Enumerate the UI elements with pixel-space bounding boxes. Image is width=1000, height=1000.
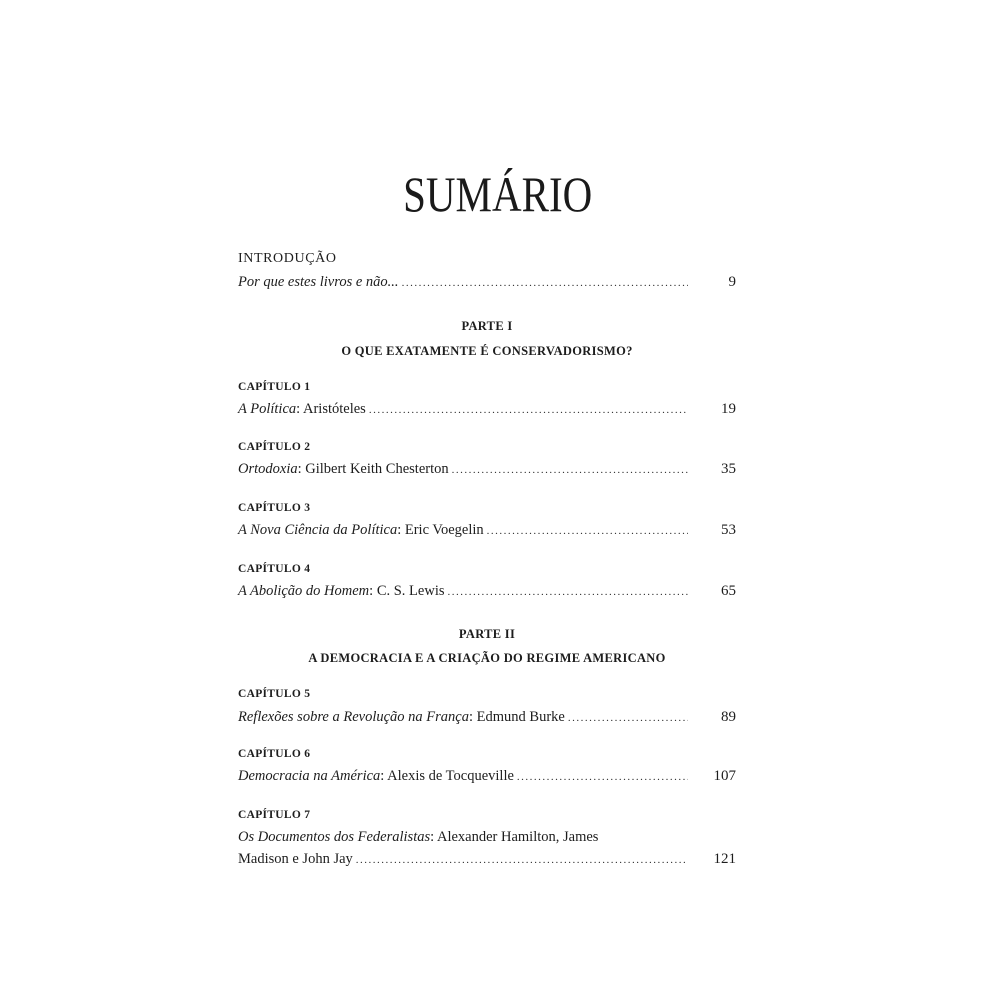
- chapter-4-author: : C. S. Lewis: [369, 583, 445, 599]
- intro-entry[interactable]: [238, 272, 688, 293]
- chapter-6-work: Democracia na América: [238, 768, 381, 784]
- chapter-4-label: CAPÍTULO 4: [238, 563, 311, 575]
- chapter-7-entry-line-1[interactable]: [238, 827, 598, 847]
- dot-leader: [517, 767, 688, 787]
- intro-title: Por que estes livros e não...: [238, 274, 399, 290]
- chapter-5-page-number: 89: [721, 709, 736, 725]
- chapter-4-entry[interactable]: [238, 581, 688, 602]
- chapter-1-work: A Política: [238, 401, 297, 417]
- chapter-7-author: : Alexander Hamilton, James: [430, 829, 599, 845]
- chapter-7-work: Os Documentos dos Federalistas: [238, 829, 431, 845]
- chapter-7-author-cont: Madison e John Jay: [238, 851, 353, 867]
- chapter-6-page-number: 107: [713, 768, 736, 784]
- dot-leader: [487, 521, 688, 541]
- chapter-2-label: CAPÍTULO 2: [238, 441, 311, 453]
- chapter-6-entry[interactable]: [238, 766, 688, 787]
- chapter-7-label: CAPÍTULO 7: [238, 809, 311, 821]
- intro-page-number: 9: [728, 274, 736, 290]
- chapter-1-entry[interactable]: [238, 399, 688, 420]
- page-title: SUMÁRIO: [403, 166, 593, 222]
- chapter-5-work: Reflexões sobre a Revolução na França: [238, 709, 469, 725]
- chapter-3-label: CAPÍTULO 3: [238, 502, 311, 514]
- part-2-title: A DEMOCRACIA E A CRIAÇÃO DO REGIME AMERICANO: [308, 651, 666, 665]
- part-2-label: PARTE II: [458, 627, 516, 641]
- chapter-3-entry[interactable]: [238, 520, 688, 541]
- chapter-6-label: CAPÍTULO 6: [238, 748, 311, 760]
- chapter-4-work: A Abolição do Homem: [238, 583, 370, 599]
- chapter-2-work: Ortodoxia: [238, 461, 298, 477]
- chapter-6-author: : Alexis de Tocqueville: [380, 768, 514, 784]
- dot-leader: [356, 850, 688, 870]
- chapter-1-page-number: 19: [721, 401, 736, 417]
- chapter-3-author: : Eric Voegelin: [397, 522, 484, 538]
- chapter-5-label: CAPÍTULO 5: [238, 688, 311, 700]
- chapter-7-entry-line-2[interactable]: [238, 849, 688, 870]
- dot-leader: [369, 400, 688, 420]
- chapter-2-author: : Gilbert Keith Chesterton: [297, 461, 449, 477]
- chapter-5-author: : Edmund Burke: [469, 709, 565, 725]
- chapter-3-page-number: 53: [721, 522, 736, 538]
- part-1-label: PARTE I: [461, 319, 513, 333]
- dot-leader: [452, 460, 688, 480]
- chapter-1-author: : Aristóteles: [296, 401, 366, 417]
- chapter-2-entry[interactable]: [238, 459, 688, 480]
- chapter-3-work: A Nova Ciência da Política: [238, 522, 398, 538]
- chapter-7-page-number: 121: [713, 851, 736, 867]
- dot-leader: [402, 273, 688, 293]
- dot-leader: [448, 582, 689, 602]
- part-1-title: O QUE EXATAMENTE É CONSERVADORISMO?: [341, 344, 633, 358]
- chapter-1-label: CAPÍTULO 1: [238, 381, 311, 393]
- chapter-5-entry[interactable]: [238, 707, 688, 728]
- dot-leader: [568, 708, 688, 728]
- chapter-4-page-number: 65: [721, 583, 736, 599]
- intro-label: INTRODUÇÃO: [238, 251, 337, 266]
- chapter-2-page-number: 35: [721, 461, 736, 477]
